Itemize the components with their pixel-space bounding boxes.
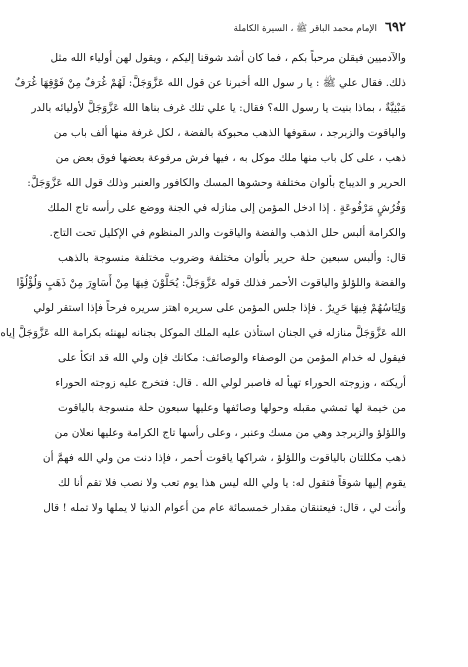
text-line: والياقوت والزبرجد ، سقوفها الذهب محبوكة بالفضة ، لكل غرفة منها ألف باب من [53, 127, 406, 139]
text-line: وَلِبَاسُهُمْ فِيهَا حَرِيرٌ . فإذا جلس المؤمن على سريره اهتز سريره فرحاً فإذا استقر لولي [33, 302, 406, 314]
text-line: والكرامة ألبس حلل الذهب والفضة والياقوت والدر المنظوم في الإكليل تحت التاج. [49, 227, 406, 239]
text-line: والفضة واللؤلؤ والياقوت الأحمر فذلك قوله عَزَّوَجَلَّ: يُحَلَّوْنَ فِيهَا مِنْ أَسَاوِرَ مِنْ ذَهَبٍ وَلُؤْلُؤًا [16, 277, 406, 289]
text-line: واللؤلؤ والزبرجد وهي من مسك وعنبر ، وعلى رأسها تاج الكرامة وعليها نعلان من [54, 427, 406, 439]
body-text [0, 46, 406, 521]
text-line: وأنت لي ، قال: فيعتنقان مقدار خمسمائة عام من أعوام الدنيا لا يملها ولا تمله ! قال [43, 502, 406, 514]
text-line: قال: وألبس سبعين حلة حرير بألوان مختلفة وضروب مختلفة منسوجة بالذهب [58, 252, 406, 264]
page-number: ٦٩٢ [385, 20, 406, 35]
text-line: فيقول له خدام المؤمن من الوصفاء والوصائف: مكانك فإن ولي الله قد اتكأ على [58, 352, 406, 364]
text-line: ذلك. فقال علي ﷺ : يا ر سول الله أخبرنا عن قول الله عَزَّوَجَلَّ: لَهُمْ غُرَفٌ مِنْ فَوْقِهَا غُرَفٌ [14, 77, 406, 89]
text-line: ذهب مكللتان بالياقوت واللؤلؤ ، شراكها ياقوت أحمر ، فإذا دنت من ولي الله فهمَّ أن [42, 452, 406, 464]
text-line: مَبْنِيَّةٌ ، بماذا بنيت يا رسول الله؟ فقال: يا علي تلك غرف بناها الله عَزَّوَجَلَّ لأوليائه بالدر [31, 102, 406, 114]
text-line: والآدميين فيقلن مرحباً بكم ، فما كان أشد شوقنا إليكم ، ويقول لهن أولياء الله مثل [50, 52, 406, 64]
text-line: الحرير و الديباج بألوان مختلفة وحشوها المسك والكافور والعنبر وذلك قول الله عَزَّوَجَلَّ: [27, 177, 406, 189]
running-header [60, 20, 406, 38]
text-line: من خيمة لها تمشي مقبله وحولها وصائفها وعليها سبعون حلة منسوجة بالياقوت [58, 402, 406, 414]
text-line: أريكته ، وزوجته الحوراء تهيأ له فاصبر لولي الله . قال: فتخرج عليه زوجته الحوراء [55, 377, 406, 389]
text-line: وَفُرُشٍ مَرْفُوعَةٍ . إذا ادخل المؤمن إلى منازله في الجنة ووضع على رأسه تاج الملك [47, 202, 406, 214]
running-title: الإمام محمد الباقر ﷺ ، السيرة الكاملة [233, 24, 378, 34]
text-line: يقوم إليها شوقاً فتقول له: يا ولي الله ليس هذا يوم تعب ولا نصب فلا تقم أنا لك [58, 477, 406, 489]
text-line: ذهب ، على كل باب منها ملك موكل به ، فيها فرش مرفوعة بعضها فوق بعض من [55, 152, 406, 164]
text-line: الله عَزَّوَجَلَّ منازله في الجنان استأذن عليه الملك الموكل بجنانه ليهنئه بكرامة الله عَزَّوَجَلَّ إياه [0, 327, 406, 339]
